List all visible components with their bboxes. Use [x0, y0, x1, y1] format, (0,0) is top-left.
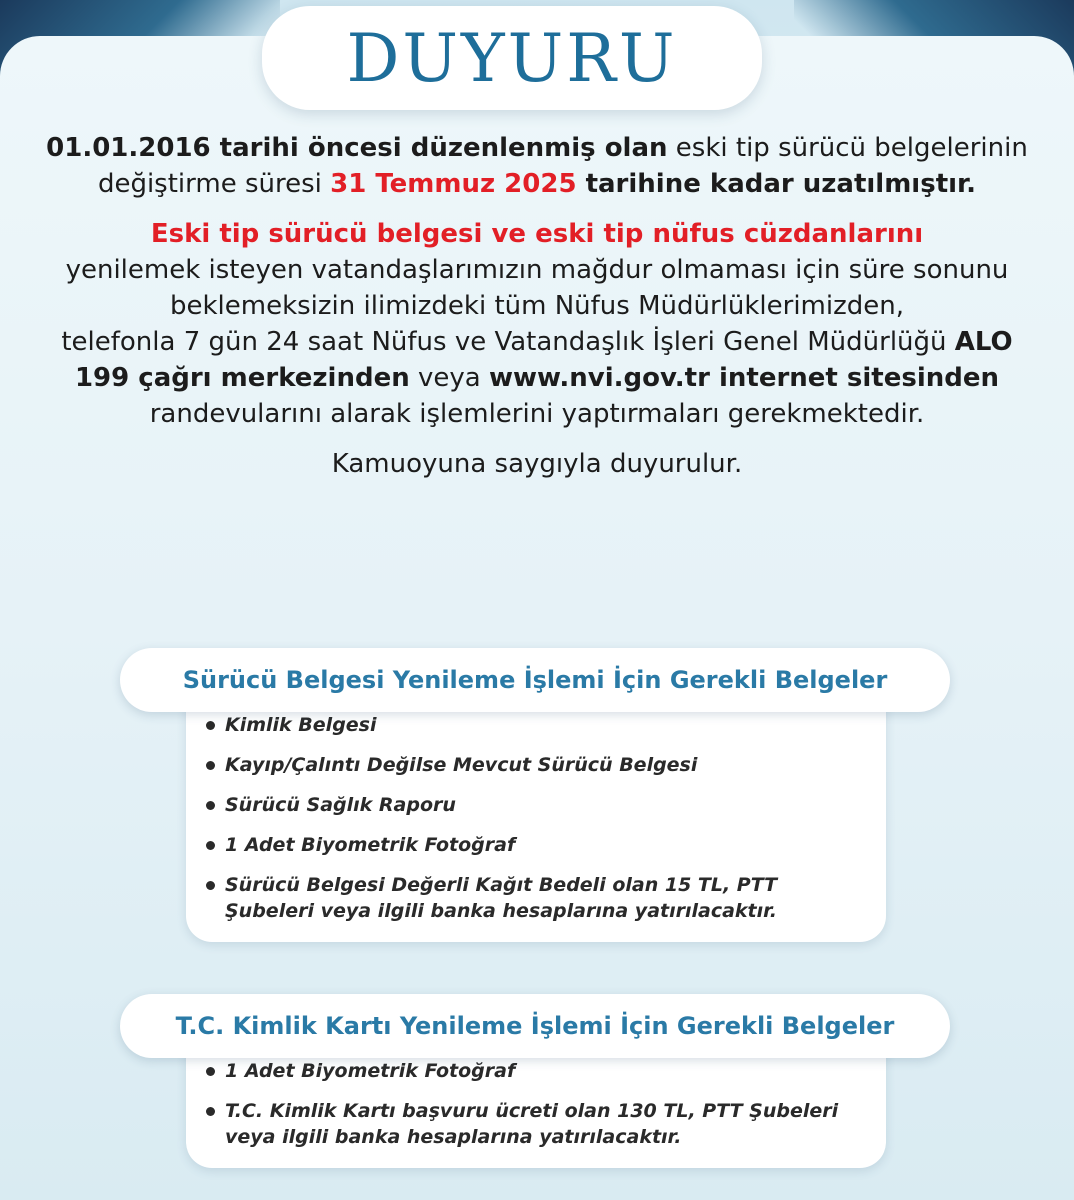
- list-item: [206, 712, 866, 738]
- list-item-text: T.C. Kimlik Kartı başvuru ücreti olan 130 TL, PTT Şubeleri veya ilgili banka hesaplarına yatırılacaktır.: [225, 1100, 839, 1148]
- paragraph-instructions: [40, 216, 1034, 432]
- announcement-body: [40, 130, 1034, 482]
- bullet-icon: [206, 761, 215, 770]
- or-text: veya: [409, 363, 489, 393]
- section-title-driving-license: Sürücü Belgesi Yenileme İşlemi İçin Gerekli Belgeler: [120, 648, 950, 712]
- extension-text: eski tip sürücü belgelerinin değiştirme süresi: [97, 133, 1028, 199]
- bullet-icon: [206, 1067, 215, 1076]
- highlight-line: Eski tip sürücü belgesi ve eski tip nüfus cüzdanlarını: [150, 219, 924, 249]
- instructions-text: yenilemek isteyen vatandaşlarımızın mağdur olmaması için süre sonunu beklemeksizin ilimizdeki tüm Nüfus Müdürlüklerimizden,: [65, 255, 1009, 321]
- announcement-title: DUYURU: [346, 19, 678, 97]
- list-item: [206, 1098, 866, 1150]
- list-item-text: Kayıp/Çalıntı Değilse Mevcut Sürücü Belgesi: [225, 754, 698, 776]
- extension-phrase: tarihine kadar uzatılmıştır.: [576, 169, 977, 199]
- list-item: [206, 872, 866, 924]
- list-item: [206, 1058, 866, 1084]
- bullet-icon: [206, 801, 215, 810]
- title-pill: [262, 6, 762, 110]
- list-item-text: Kimlik Belgesi: [225, 714, 377, 736]
- list-item: [206, 792, 866, 818]
- call-center-phrase: ALO 199 çağrı merkezinden: [74, 327, 1013, 393]
- bullet-icon: [206, 721, 215, 730]
- list-item-text: 1 Adet Biyometrik Fotoğraf: [225, 834, 516, 856]
- list-item-text: Sürücü Belgesi Değerli Kağıt Bedeli olan 15 TL, PTT Şubeleri veya ilgili banka hesaplarına yatırılacaktır.: [225, 874, 778, 922]
- list-item: [206, 832, 866, 858]
- list-item-text: Sürücü Sağlık Raporu: [225, 794, 456, 816]
- driving-license-requirements-list: [186, 690, 886, 942]
- bullet-icon: [206, 1107, 215, 1116]
- bullet-icon: [206, 881, 215, 890]
- paragraph-extension: [40, 130, 1034, 202]
- appointment-text: randevularını alarak işlemlerini yaptırmaları gerekmektedir.: [149, 399, 925, 429]
- date-phrase: 01.01.2016 tarihi öncesi düzenlenmiş olan: [46, 133, 668, 163]
- list-item: [206, 752, 866, 778]
- bullet-icon: [206, 841, 215, 850]
- list-item-text: 1 Adet Biyometrik Fotoğraf: [225, 1060, 516, 1082]
- section-title-id-card: T.C. Kimlik Kartı Yenileme İşlemi İçin Gerekli Belgeler: [120, 994, 950, 1058]
- closing-line: Kamuoyuna saygıyla duyurulur.: [331, 449, 743, 479]
- phone-text: telefonla 7 gün 24 saat Nüfus ve Vatandaşlık İşleri Genel Müdürlüğü: [61, 327, 955, 357]
- deadline-date: 31 Temmuz 2025: [330, 169, 577, 199]
- website-phrase: www.nvi.gov.tr internet sitesinden: [488, 363, 1000, 393]
